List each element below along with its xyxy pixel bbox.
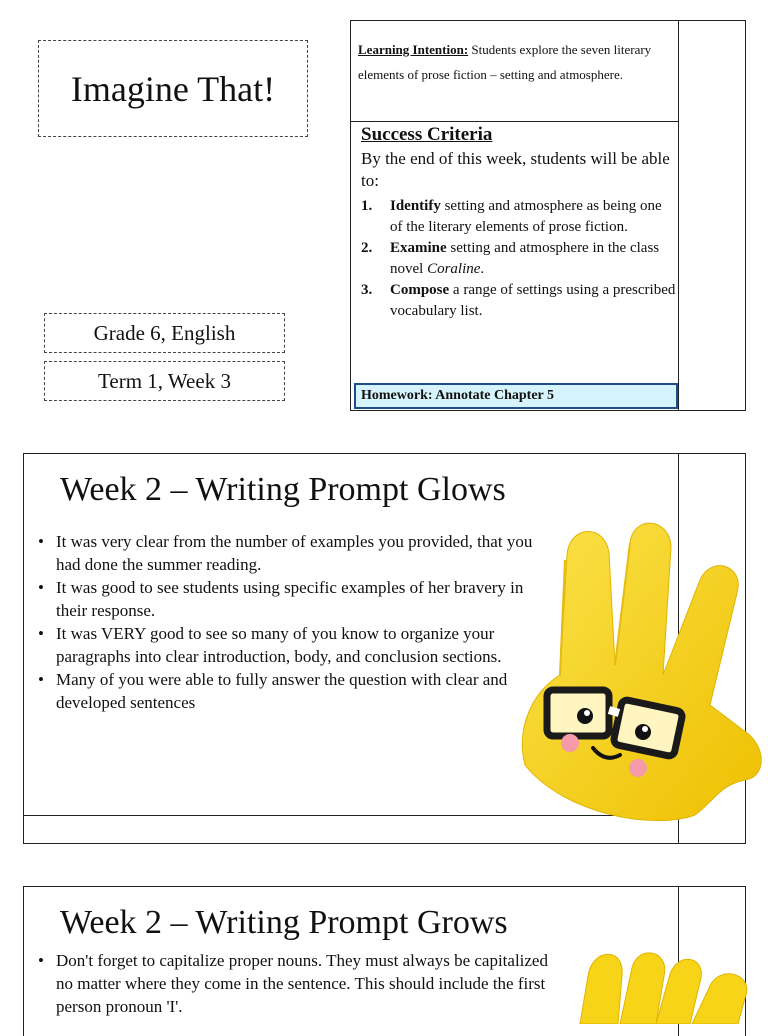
criteria-number: 3. (361, 282, 373, 298)
criteria-text: a range of settings using a prescribed vocabulary list. (390, 282, 676, 319)
criteria-verb: Identify (390, 198, 441, 214)
slide-title: Week 2 – Writing Prompt Grows (60, 904, 508, 941)
criteria-text: setting and atmosphere in the class novel (390, 240, 660, 277)
learning-intention-panel (350, 20, 746, 411)
list-item: • It was VERY good to see so many of you know to organize your paragraphs into clear introduction, body, and conclusion sections. (36, 622, 551, 668)
term-label: Term 1, Week 3 (44, 361, 285, 401)
slide-title: Week 2 – Writing Prompt Glows (60, 471, 506, 508)
criteria-list (361, 196, 676, 322)
criteria-text: setting and atmosphere as being one of the literary elements of prose fiction. (390, 198, 662, 235)
hand-with-glasses-icon (505, 515, 768, 825)
grows-list (36, 949, 551, 1018)
success-criteria-title: Success Criteria (361, 124, 493, 145)
success-criteria (361, 124, 676, 322)
criteria-verb: Compose (390, 282, 450, 298)
criteria-text-end: . (480, 261, 485, 277)
homework-banner: Homework: Annotate Chapter 5 (354, 383, 678, 409)
hand-icon (570, 946, 768, 1024)
learning-intention-text: Students explore the seven literary elements of prose fiction – setting and atmosphere. (358, 42, 652, 82)
lesson-title: Imagine That! (38, 40, 308, 137)
criteria-item (361, 196, 676, 238)
divider (351, 121, 678, 122)
success-criteria-intro: By the end of this week, students will be able to: (361, 149, 670, 190)
criteria-item (361, 238, 676, 280)
list-item: • It was good to see students using specific examples of her bravery in their response. (36, 576, 551, 622)
learning-intention (358, 37, 674, 87)
criteria-item (361, 280, 676, 322)
criteria-verb: Examine (390, 240, 447, 256)
criteria-number: 1. (361, 198, 373, 214)
glows-list (36, 530, 551, 714)
list-item: • It was very clear from the number of examples you provided, that you had done the summer reading. (36, 530, 551, 576)
novel-title: Coraline (427, 261, 481, 277)
list-item: • Don't forget to capitalize proper nouns. They must always be capitalized no matter where they come in the sentence. This should include the first person pronoun 'I'. (36, 949, 551, 1018)
list-item: • Many of you were able to fully answer the question with clear and developed sentences (36, 668, 551, 714)
criteria-number: 2. (361, 240, 373, 256)
grade-label: Grade 6, English (44, 313, 285, 353)
divider (678, 21, 679, 410)
learning-intention-label: Learning Intention: (358, 42, 469, 57)
